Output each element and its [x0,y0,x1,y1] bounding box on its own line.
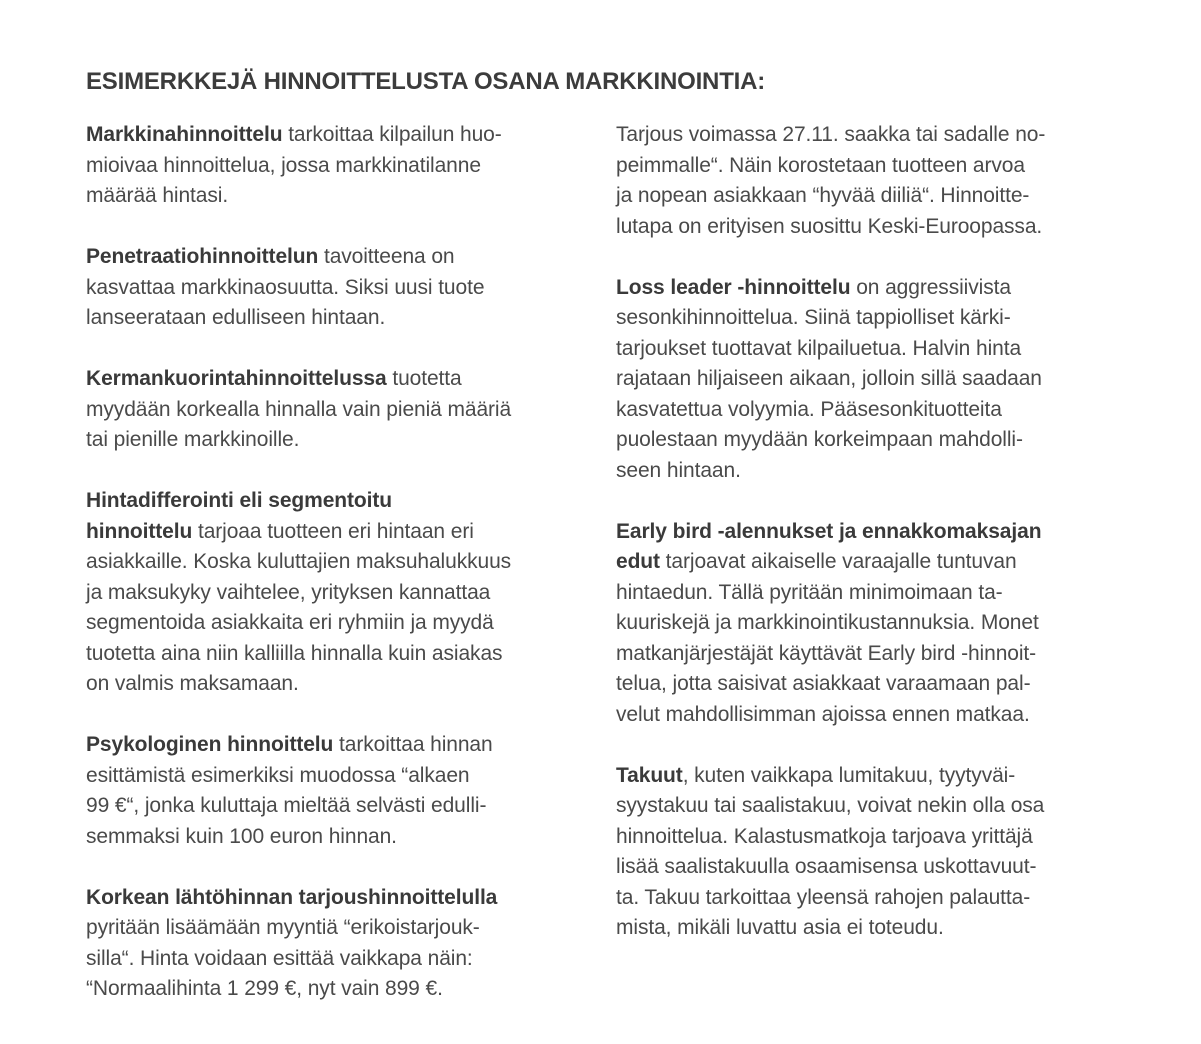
text-line: peimmalle“. Näin korostetaan tuotteen arvoa [616,153,1025,177]
paragraph-term: Loss leader -hinnoittelu [616,275,851,299]
text-line: mista, mikäli luvattu asia ei toteudu. [616,916,944,939]
text-line [86,120,591,151]
paragraph-text: tarjoaa tuotteen eri hintaan eri [192,519,474,543]
text-line: asiakkaille. Koska kuluttajien maksuhalukkuus [86,550,512,573]
text-line: tarjoukset tuottavat kilpailuetua. Halvin hinta [616,336,1022,360]
text-line: telua, jotta saisivat asiakkaat varaamaan pal- [616,672,1031,695]
paragraph-term: Kermankuorintahinnoittelussa [86,367,387,390]
text-line: lutapa on erityisen suosittu Keski-Euroopassa. [616,214,1043,238]
text-line: Tarjous voimassa 27.11. saakka tai sadalle no- [616,123,1046,146]
text-line [86,730,591,761]
paragraph [616,273,1121,487]
paragraph [86,364,591,456]
paragraph-term: hinnoittelu [86,519,193,543]
text-line: mioivaa hinnoittelua, jossa markkinatilanne [86,153,481,177]
text-line: ja maksukyky vaihtelee, yrityksen kannattaa [86,580,491,604]
text-line: sesonkihinnoittelua. Siinä tappiolliset kärki- [616,306,1011,329]
text-line: tai pienille markkinoille. [86,428,300,451]
paragraph-text: , kuten vaikkapa lumitakuu, tyytyväi- [682,763,1016,787]
paragraph [86,883,591,1005]
paragraph-text: on aggressiivista [850,275,1011,299]
text-line [616,761,1121,792]
paragraph-term: Early bird -alennukset ja ennakkomaksajan [616,519,1042,543]
text-line: syystakuu tai saalistakuu, voivat nekin olla osa [616,794,1045,817]
text-line [616,273,1121,304]
text-line [616,547,1121,578]
text-line: on valmis maksamaan. [86,672,299,695]
paragraph [616,761,1121,944]
text-line: 99 €“, jonka kuluttaja mieltää selvästi edulli- [86,794,487,817]
text-line: segmentoida asiakkaita eri ryhmiin ja myydä [86,611,494,634]
text-line [86,486,591,517]
paragraph [86,242,591,334]
text-line: kasvatettua volyymia. Pääsesonkituotteita [616,397,1002,421]
paragraph-text: tavoitteena on [318,245,455,268]
text-line: lanseerataan edulliseen hintaan. [86,306,386,329]
paragraph-text: tarjoavat aikaiselle varaajalle tuntuvan [659,550,1017,573]
paragraph [86,730,591,852]
paragraph-term: Hintadifferointi eli segmentoitu [86,489,392,512]
text-line: myydään korkealla hinnalla vain pieniä määriä [86,397,512,421]
paragraph-term: Korkean lähtöhinnan tarjoushinnoittelulla [86,885,498,909]
text-line: pyritään lisäämään myyntiä “erikoistarjouk- [86,916,480,939]
text-line: ta. Takuu tarkoittaa yleensä rahojen palautta- [616,885,1031,909]
paragraph-text: tarkoittaa hinnan [333,733,493,756]
paragraph [86,486,591,700]
left-column [86,120,591,1035]
text-line: velut mahdollisimman ajoissa ennen matkaa. [616,702,1030,726]
document-heading: ESIMERKKEJÄ HINNOITTELUSTA OSANA MARKKINOINTIA: [86,68,766,95]
text-line: lisää saalistakuulla osaamisensa uskottavuut- [616,855,1037,878]
text-line: “Normaalihinta 1 299 €, nyt vain 899 €. [86,977,443,1000]
paragraph-term: Takuut [616,763,683,787]
paragraph [616,517,1121,731]
text-line [86,242,591,273]
text-line [616,517,1121,548]
text-line: semmaksi kuin 100 euron hinnan. [86,824,397,848]
text-line: esittämistä esimerkiksi muodossa “alkaen [86,763,470,787]
text-line [86,517,591,548]
paragraph-text: tuotetta [386,367,462,390]
right-column [616,120,1121,974]
text-line: hintaedun. Tällä pyritään minimoimaan ta- [616,580,1003,604]
text-line: kasvattaa markkinaosuutta. Siksi uusi tuote [86,275,485,299]
text-line: silla“. Hinta voidaan esittää vaikkapa näin: [86,946,473,970]
text-line [86,883,591,914]
text-line: tuotetta aina niin kalliilla hinnalla kuin asiakas [86,641,503,665]
paragraph-term: edut [616,550,660,573]
text-line: määrää hintasi. [86,184,229,207]
text-line: hinnoittelua. Kalastusmatkoja tarjoava yrittäjä [616,824,1033,848]
paragraph [616,120,1121,242]
paragraph-term: Markkinahinnoittelu [86,123,283,146]
text-line: rajataan hiljaiseen aikaan, jolloin sillä saadaan [616,367,1042,390]
text-line: puolestaan myydään korkeimpaan mahdolli- [616,428,1023,451]
text-line [86,364,591,395]
text-line: seen hintaan. [616,458,741,482]
paragraph-term: Penetraatiohinnoittelun [86,245,319,268]
text-line: ja nopean asiakkaan “hyvää diiliä“. Hinnoitte- [616,184,1030,207]
text-line: matkanjärjestäjät käyttävät Early bird -hinnoit- [616,641,1037,665]
text-line: kuuriskejä ja markkinointikustannuksia. Monet [616,611,1039,634]
paragraph-text: tarkoittaa kilpailun huo- [282,123,502,146]
paragraph-term: Psykologinen hinnoittelu [86,733,334,756]
paragraph [86,120,591,212]
